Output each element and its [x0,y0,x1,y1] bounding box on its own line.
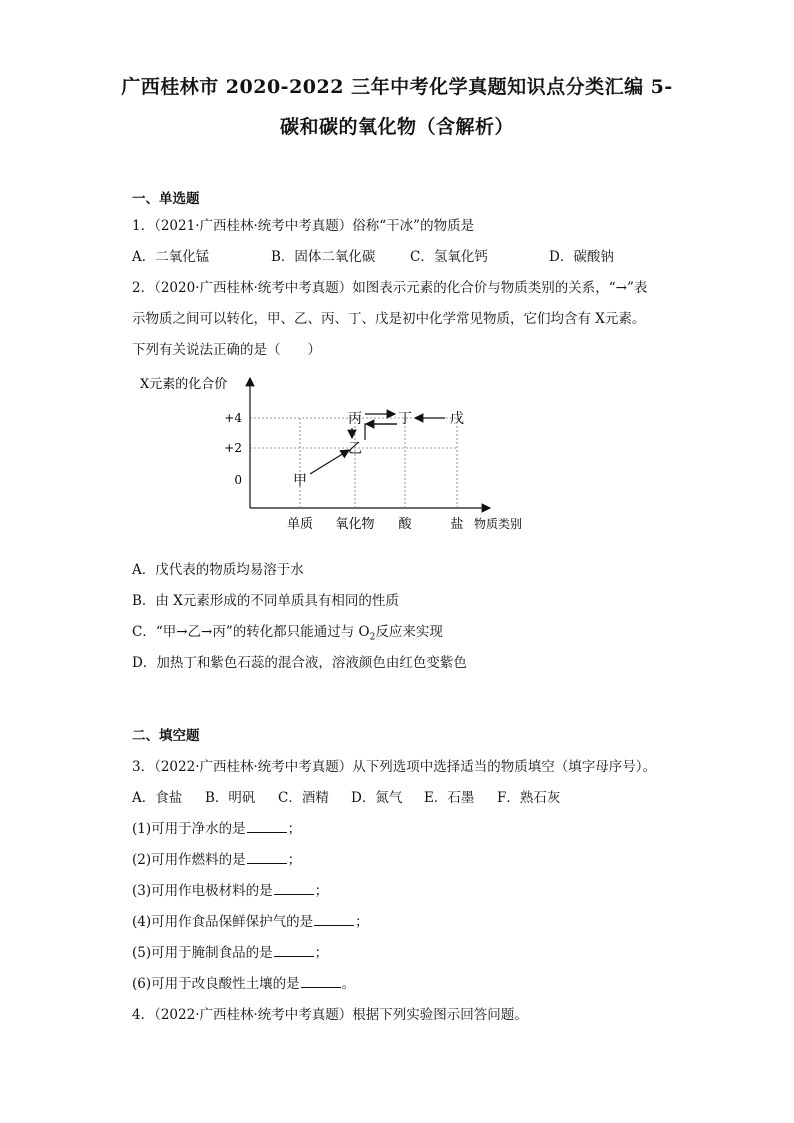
x-tick-label: 盐 [450,517,464,532]
x-tick-label: 氧化物 [335,517,375,532]
answer-blank[interactable] [274,944,314,957]
q1-option-b: B．固体二氧化碳 [271,249,376,265]
q3-item [132,972,355,992]
q3-item-text: (4)可用作食品保鲜保护气的是 [132,914,314,930]
x-tick-label: 酸 [398,517,412,532]
answer-blank[interactable] [247,820,287,833]
q3-choice-c: C．酒精 [278,790,329,806]
q2-option-c-subscript: 2 [369,632,376,643]
q2-option-c-tail: 反应来实现 [375,624,443,640]
q3-choice-f: F．熟石灰 [497,790,561,806]
q3-item-end: ； [314,883,329,899]
diagram-node: 甲 [293,473,307,489]
q3-item [132,941,328,961]
doc-title-line1: 广西桂林市 2020-2022 三年中考化学真题知识点分类汇编 5- [121,76,673,98]
answer-blank[interactable] [247,851,287,864]
y-tick-label: 0 [234,473,242,487]
q3-item-end: ； [287,852,302,868]
diagram-arrow [310,450,349,474]
q1-option-a: A．二氧化锰 [132,249,210,265]
answer-blank[interactable] [274,882,314,895]
q3-item-text: (3)可用作电极材料的是 [132,883,273,899]
q2-stem-line1: 2．（2020·广西桂林·统考中考真题）如图表示元素的化合价与物质类别的关系，“→”表 [132,280,648,296]
q3-item-end: 。 [341,976,356,992]
q3-choice-e: E．石墨 [424,790,475,806]
q2-stem-line3: 下列有关说法正确的是（ ） [132,342,321,358]
q1-stem: 1．（2021·广西桂林·统考中考真题）俗称“干冰”的物质是 [132,218,475,234]
x-axis-label: 物质类别 [474,517,523,531]
doc-title-line2: 碳和碳的氧化物（含解析） [279,116,514,138]
diagram-arrow [365,424,397,440]
diagram-node: 丁 [398,411,412,427]
q2-option-b: B．由 X元素形成的不同单质具有相同的性质 [132,593,399,609]
q1-option-c: C．氢氧化钙 [410,249,488,265]
q3-item-text: (6)可用于改良酸性土壤的是 [132,976,300,992]
answer-blank[interactable] [301,975,341,988]
q3-item-text: (1)可用于净水的是 [132,821,246,837]
q2-option-c-text: C．“甲→乙→丙”的转化都只能通过与 O [132,624,370,640]
y-tick-label: +2 [224,441,242,455]
q3-choice-b: B．明矾 [205,790,256,806]
q2-stem-line2: 示物质之间可以转化，甲、乙、丙、丁、戊是初中化学常见物质，它们均含有 X元素。 [132,311,646,327]
q3-stem: 3．（2022·广西桂林·统考中考真题）从下列选项中选择适当的物质填空（填字母序号）。 [132,759,657,775]
q1-option-d: D．碳酸钠 [549,249,614,265]
diagram-node: 戊 [450,411,464,427]
q2-option-c [132,620,443,643]
q2-option-a: A．戊代表的物质均易溶于水 [132,562,304,578]
section-single-choice: 一、单选题 [132,191,200,207]
q3-item [132,879,328,899]
y-tick-label: +4 [224,411,242,425]
q3-choice-a: A．食盐 [132,790,183,806]
x-tick-label: 单质 [286,517,314,532]
answer-blank[interactable] [314,913,354,926]
q3-item-end: ； [287,821,302,837]
q4-stem: 4．（2022·广西桂林·统考中考真题）根据下列实验图示回答问题。 [132,1007,528,1023]
q3-item [132,817,301,837]
q3-choice-d: D．氮气 [351,790,403,806]
q3-item-end: ； [355,914,369,930]
diagram-node: 丙 [348,411,362,427]
diagram-node: 乙 [348,441,362,457]
q3-item [132,910,369,930]
q2-option-d: D．加热丁和紫色石蕊的混合液，溶液颜色由红色变紫色 [132,655,467,671]
y-axis-label: X元素的化合价 [140,377,228,392]
q3-item-end: ； [314,945,329,961]
valence-category-diagram [120,370,550,540]
q3-item-text: (2)可用作燃料的是 [132,852,246,868]
q3-item [132,848,301,868]
section-fill-in: 二、填空题 [132,728,200,744]
q3-item-text: (5)可用于腌制食品的是 [132,945,273,961]
